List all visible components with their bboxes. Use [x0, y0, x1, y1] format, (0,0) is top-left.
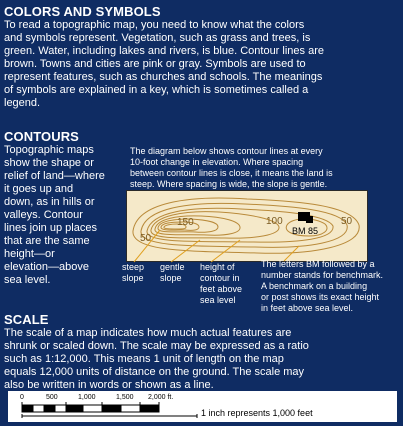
scale-segment: [66, 405, 83, 412]
colors-and-symbols-heading: COLORS AND SYMBOLS: [4, 4, 161, 19]
callout-steep-slope: [122, 262, 144, 284]
caption-line: between contour lines is close, it means the land is: [130, 168, 333, 178]
contour-label-150: 150: [177, 217, 194, 228]
callout-line: height of: [200, 262, 235, 272]
paragraph-line: also be written in words or shown as a line.: [4, 379, 214, 391]
callout-line: steep: [122, 262, 145, 272]
scale-paragraph: [4, 327, 400, 392]
callout-line: in feet above sea level.: [261, 303, 354, 313]
callout-benchmark: [261, 259, 401, 314]
callout-line: gentle: [160, 262, 185, 272]
paragraph-line: valleys. Contour: [4, 209, 83, 221]
paragraph-line: that are the same: [4, 235, 90, 247]
scale-caption: 1 inch represents 1,000 feet: [201, 408, 313, 418]
height-contour-leader: [211, 240, 240, 262]
paragraph-line: represent features, such as churches and schools. The meanings: [4, 71, 323, 83]
paragraph-line: show the shape or: [4, 157, 94, 169]
paragraph-line: it goes up and: [4, 183, 74, 195]
callout-line: sea level: [200, 295, 236, 305]
paragraph-line: shrunk or scaled down. The scale may be expressed as a ratio: [4, 340, 309, 352]
contours-heading: CONTOURS: [4, 129, 79, 144]
scale-segment: [55, 405, 66, 412]
scale-bar-graphic: [8, 391, 397, 422]
scale-tick-label: 0: [20, 394, 24, 401]
paragraph-line: elevation—above: [4, 261, 90, 273]
paragraph-line: equals 12,000 units of distance on the ground. The scale may: [4, 366, 305, 378]
scale-segment: [121, 405, 140, 412]
scale-heading: SCALE: [4, 312, 49, 327]
scale-segment: [22, 405, 33, 412]
callout-line: A benchmark on a building: [261, 281, 368, 291]
callout-height-of-contour: [200, 262, 242, 306]
callout-line: number stands for benchmark.: [261, 270, 384, 280]
scale-segment: [102, 405, 121, 412]
contour-label-50-left: 50: [140, 233, 152, 244]
scale-tick-label: 2,000 ft.: [148, 394, 174, 401]
callout-line: The letters BM followed by a: [261, 259, 375, 269]
scale-segment: [44, 405, 55, 412]
paragraph-line: lines join up places: [4, 222, 97, 234]
callout-line: or post shows its exact height: [261, 292, 380, 302]
scale-tick-label: 1,000: [78, 394, 96, 401]
steep-slope-leader: [134, 230, 160, 262]
paragraph-line: legend.: [4, 97, 41, 109]
scale-segment: [33, 405, 44, 412]
paragraph-line: such as 1:12,000. This means 1 unit of length on the map: [4, 353, 284, 365]
scale-tick-label: 500: [46, 394, 58, 401]
contour-label-100: 100: [266, 216, 283, 227]
paragraph-line: height—or: [4, 248, 55, 260]
paragraph-line: of symbols are explained in a key, which is sometimes called a: [4, 84, 309, 96]
callout-gentle-slope: [160, 262, 185, 284]
callout-line: slope: [160, 273, 182, 283]
paragraph-line: The scale of a map indicates how much actual features are: [4, 327, 292, 339]
callout-line: feet above: [200, 284, 243, 294]
paragraph-line: sea level.: [4, 274, 51, 286]
paragraph-line: brown. Towns and cities are pink or gray. Symbols are used to: [4, 58, 306, 70]
scale-segment: [140, 405, 159, 412]
caption-line: steep. Where spacing is wide, the slope is gentle.: [130, 179, 328, 189]
paragraph-line: To read a topographic map, you need to know what the colors: [4, 19, 305, 31]
contour-label-50-right: 50: [341, 216, 353, 227]
caption-line: 10-foot change in elevation. Where spacing: [130, 157, 304, 167]
paragraph-line: green. Water, including lakes and rivers, is blue. Contour lines are: [4, 45, 324, 57]
caption-line: The diagram below shows contour lines at every: [130, 146, 323, 156]
gentle-slope-leader: [171, 240, 200, 262]
scale-segment: [83, 405, 102, 412]
paragraph-line: Topographic maps: [4, 144, 94, 156]
paragraph-line: and symbols represent. Vegetation, such as grass and trees, is: [4, 32, 311, 44]
callout-line: slope: [122, 273, 144, 283]
callout-line: contour in: [200, 273, 240, 283]
paragraph-line: relief of land—where: [4, 170, 105, 182]
scale-tick-label: 1,500: [116, 394, 134, 401]
paragraph-line: down, as in hills or: [4, 196, 95, 208]
benchmark-label: BM 85: [292, 226, 319, 236]
